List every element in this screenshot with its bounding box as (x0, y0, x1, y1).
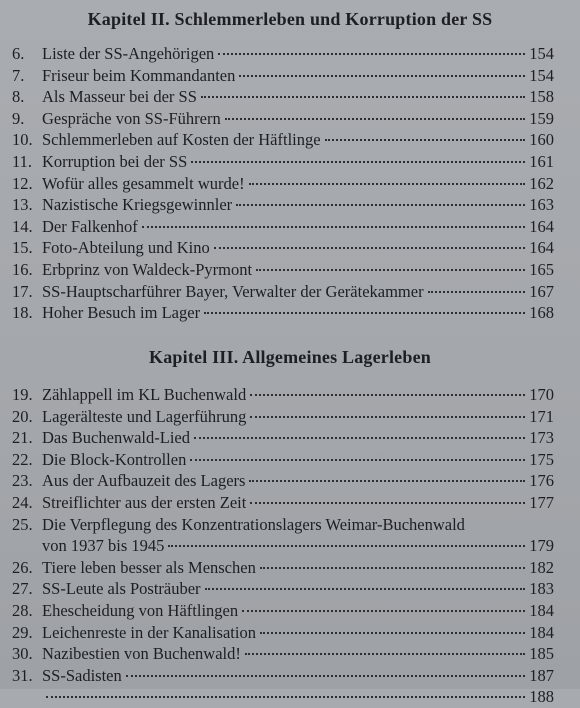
toc-entry (0, 622, 580, 644)
page-number: 175 (529, 449, 554, 469)
entry-number: 17. (12, 281, 33, 301)
toc-entry (0, 194, 580, 216)
leader-dots (201, 95, 525, 98)
leader-dots (190, 458, 525, 461)
toc-entry-line (12, 535, 554, 557)
leader-dots (239, 74, 525, 77)
toc-entry (0, 686, 580, 708)
entry-number: 19. (12, 385, 33, 404)
entry-title: Die Verpflegung des Konzentrationslagers Weimar-Buchenwald (42, 514, 465, 534)
entry-title: Leichenreste in der Kanalisation (42, 622, 256, 642)
entry-title: SS-Sadisten (42, 665, 122, 685)
leader-dots (191, 160, 525, 163)
entry-title: Gespräche von SS-Führern (42, 108, 221, 128)
entry-title: Der Falkenhof (42, 216, 138, 236)
leader-dots (245, 652, 525, 655)
leader-dots (249, 479, 525, 482)
page-number: 187 (529, 665, 554, 685)
entry-number: 26. (12, 557, 33, 577)
page-number: 188 (529, 687, 554, 707)
page-number: 183 (529, 579, 554, 599)
entry-title-continued: von 1937 bis 1945 (42, 536, 165, 556)
toc-entry (0, 281, 580, 303)
page-number: 185 (529, 644, 554, 664)
entry-title: Korruption bei der SS (42, 151, 188, 171)
entry-title: Friseur beim Kommandanten (42, 65, 236, 85)
entry-title: Ehescheidung von Häftlingen (42, 600, 239, 620)
entry-number: 29. (12, 622, 33, 642)
toc-entry (0, 578, 580, 600)
toc-entry (0, 470, 580, 492)
entry-title: Lagerälteste und Lagerführung (42, 406, 247, 426)
entry-number: 15. (12, 238, 33, 258)
entry-title: SS-Leute als Posträuber (42, 579, 201, 599)
page-number: 170 (529, 385, 554, 404)
chapter-section (0, 6, 580, 324)
page-number: 158 (529, 87, 554, 107)
toc-entry (0, 237, 580, 259)
leader-dots (242, 609, 525, 612)
page-number: 165 (529, 259, 554, 279)
entry-number: 30. (12, 644, 33, 664)
entry-number: 21. (12, 428, 33, 448)
toc-entry (0, 665, 580, 687)
toc-entry (0, 86, 580, 108)
toc-entry (0, 302, 580, 324)
leader-dots (260, 631, 525, 634)
entry-number: 31. (12, 665, 33, 685)
entry-title: Tiere leben besser als Menschen (42, 557, 256, 577)
page-number: 162 (529, 173, 554, 193)
leader-dots (249, 182, 526, 185)
toc-entry (0, 492, 580, 514)
leader-dots (46, 695, 525, 698)
entry-title: Streiflichter aus der ersten Zeit (42, 492, 247, 512)
entry-number: 14. (12, 216, 33, 236)
page-number: 182 (529, 557, 554, 577)
entry-title: Nazistische Kriegsgewinnler (42, 195, 233, 215)
page-number: 179 (529, 536, 554, 556)
toc-entry (0, 151, 580, 173)
leader-dots (225, 117, 526, 120)
leader-dots (168, 544, 525, 547)
entry-number: 12. (12, 173, 33, 193)
page-number: 184 (529, 622, 554, 642)
leader-dots (205, 587, 526, 590)
entry-number: 10. (12, 130, 33, 150)
entry-number: 20. (12, 406, 33, 426)
leader-dots (142, 225, 525, 228)
toc-entry (0, 643, 580, 665)
leader-dots (204, 311, 525, 314)
leader-dots (325, 138, 526, 141)
toc-entry (0, 449, 580, 471)
entry-title: Aus der Aufbauzeit des Lagers (42, 471, 246, 491)
leader-dots (250, 415, 525, 418)
page-number: 164 (529, 238, 554, 258)
entry-number: 7. (12, 65, 25, 85)
page-number: 160 (529, 130, 554, 150)
toc-entry (0, 65, 580, 87)
toc-entry (0, 129, 580, 151)
entry-number: 18. (12, 303, 33, 323)
toc-list (0, 384, 580, 708)
toc-list (0, 43, 580, 324)
page-number: 159 (529, 108, 554, 128)
page-number: 176 (529, 471, 554, 491)
entry-number: 9. (12, 108, 25, 128)
entry-title: Als Masseur bei der SS (42, 87, 197, 107)
entry-title: Foto-Abteilung und Kino (42, 238, 210, 258)
entry-title: Hoher Besuch im Lager (42, 303, 201, 323)
toc-entry (0, 514, 580, 557)
leader-dots (126, 674, 525, 677)
entry-number: 22. (12, 449, 33, 469)
page-number: 163 (529, 195, 554, 215)
entry-title: Erbprinz von Waldeck-Pyrmont (42, 259, 253, 279)
toc-entry (0, 259, 580, 281)
leader-dots (260, 566, 525, 569)
page-number: 154 (529, 44, 554, 63)
leader-dots (214, 246, 526, 249)
leader-dots (218, 52, 525, 55)
page-number: 161 (529, 151, 554, 171)
toc-entry (0, 384, 580, 406)
toc-entry (0, 43, 580, 65)
chapter-title: Kapitel III. Allgemeines Lagerleben (149, 347, 431, 367)
toc-entry (0, 427, 580, 449)
entry-title: Das Buchenwald-Lied (42, 428, 190, 448)
chapter-section (0, 344, 580, 708)
page-number: 171 (529, 406, 554, 426)
entry-number: 25. (12, 514, 33, 534)
toc-entry (0, 600, 580, 622)
entry-number: 8. (12, 87, 25, 107)
leader-dots (256, 268, 525, 271)
toc-entry (0, 216, 580, 238)
toc-entry (0, 108, 580, 130)
toc-entry (0, 406, 580, 428)
entry-number: 23. (12, 471, 33, 491)
entry-title: Die Block-Kontrollen (42, 449, 187, 469)
page-number: 177 (529, 492, 554, 512)
page-number: 168 (529, 303, 554, 323)
leader-dots (250, 393, 525, 396)
entry-number: 11. (12, 151, 33, 171)
leader-dots (428, 290, 526, 293)
toc-entry (0, 557, 580, 579)
page-number: 164 (529, 216, 554, 236)
entry-number: 6. (12, 44, 25, 63)
leader-dots (236, 203, 525, 206)
entry-number: 13. (12, 195, 33, 215)
entry-title: Liste der SS-Angehörigen (42, 44, 215, 63)
entry-number: 24. (12, 492, 33, 512)
entry-number: 27. (12, 579, 33, 599)
page-number: 154 (529, 65, 554, 85)
entry-title: Schlemmerleben auf Kosten der Häftlinge (42, 130, 321, 150)
toc-entry-line (12, 514, 554, 536)
entry-title: Zählappell im KL Buchenwald (42, 385, 247, 404)
page-number: 173 (529, 428, 554, 448)
page-number: 184 (529, 600, 554, 620)
leader-dots (194, 436, 525, 439)
entry-number: 28. (12, 600, 33, 620)
chapter-title: Kapitel II. Schlemmerleben und Korruption der SS (87, 9, 493, 29)
toc-entry (0, 173, 580, 195)
page-number: 167 (529, 281, 554, 301)
entry-title: Wofür alles gesammelt wurde! (42, 173, 245, 193)
leader-dots (250, 501, 525, 504)
entry-title: Nazibestien von Buchenwald! (42, 644, 241, 664)
entry-number: 16. (12, 259, 33, 279)
entry-title: SS-Hauptscharführer Bayer, Verwalter der Gerätekammer (42, 281, 424, 301)
